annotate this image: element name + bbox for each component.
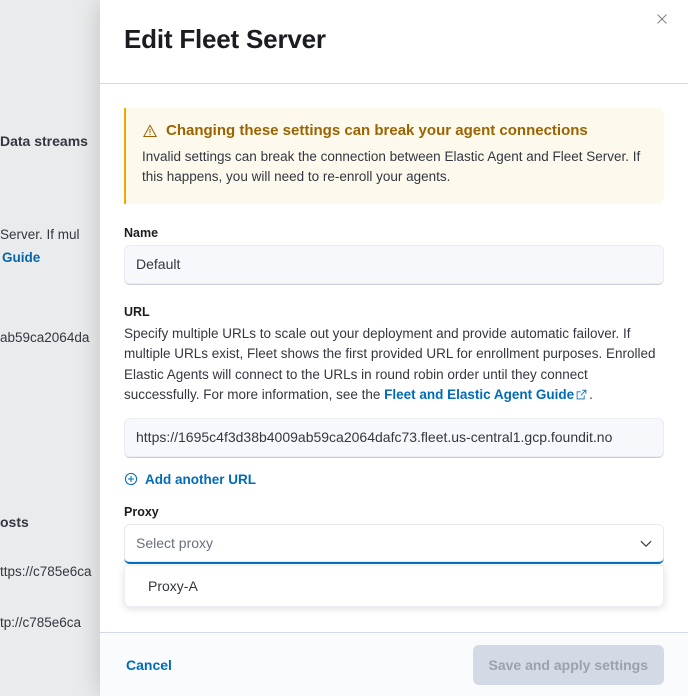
url-form-row bbox=[124, 305, 664, 458]
proxy-option-proxy-a[interactable]: Proxy-A bbox=[148, 577, 198, 594]
cancel-button[interactable]: Cancel bbox=[124, 651, 174, 679]
proxy-label: Proxy bbox=[124, 504, 159, 519]
close-icon[interactable] bbox=[649, 9, 675, 35]
background-hosts-label: osts bbox=[0, 514, 29, 530]
url-help-part-1: Specify multiple URLs to scale out your deployment and provide automatic failover. If multiple URLs exist, Fleet shows the first provided URL for enrollment purposes. Enrolled Elastic Agents will connect to the URLs in round robin order until they connect successfully. For more information, see the bbox=[124, 325, 656, 403]
fleet-and-elastic-agent-guide-link[interactable]: Fleet and Elastic Agent Guide bbox=[384, 387, 575, 403]
url-label: URL bbox=[124, 304, 150, 319]
warning-callout-title-text: Changing these settings can break your agent connections bbox=[166, 122, 588, 139]
page-title: Edit Fleet Server bbox=[124, 24, 326, 54]
background-paragraph-fragment: Server. If mul bbox=[0, 227, 80, 242]
warning-icon bbox=[142, 123, 158, 139]
background-guide-link[interactable]: Guide bbox=[2, 250, 41, 265]
warning-callout-text: Invalid settings can break the connection between Elastic Agent and Fleet Server. If this happens, you will need to re-enroll your agents. bbox=[142, 149, 641, 185]
flyout-header bbox=[100, 0, 688, 84]
proxy-form-row bbox=[124, 504, 664, 594]
add-another-url-button[interactable] bbox=[124, 472, 256, 487]
name-label: Name bbox=[124, 225, 159, 240]
proxy-placeholder: Select proxy bbox=[136, 534, 214, 551]
chevron-down-icon[interactable] bbox=[638, 535, 654, 551]
save-and-apply-settings-button[interactable]: Save and apply settings bbox=[473, 645, 665, 685]
proxy-combobox-wrapper bbox=[124, 524, 664, 594]
url-input[interactable] bbox=[124, 418, 664, 458]
name-form-row bbox=[124, 226, 664, 285]
background-fingerprint-fragment: ab59ca2064da bbox=[0, 330, 90, 345]
proxy-select[interactable] bbox=[124, 524, 664, 564]
warning-callout bbox=[124, 108, 664, 204]
background-host-fragment-2: tp://c785e6ca bbox=[0, 615, 82, 630]
url-help-text bbox=[124, 324, 664, 406]
background-data-streams-label: Data streams bbox=[0, 133, 88, 149]
warning-callout-title bbox=[142, 122, 648, 139]
flyout-body bbox=[100, 84, 688, 632]
proxy-options-list bbox=[124, 565, 664, 607]
background-host-fragment-1: ttps://c785e6ca bbox=[0, 564, 92, 579]
close-icon-glyph bbox=[655, 12, 669, 26]
edit-fleet-server-flyout bbox=[100, 0, 688, 696]
external-link-icon bbox=[576, 386, 587, 397]
url-help-part-2: . bbox=[589, 387, 593, 403]
flyout-footer bbox=[100, 632, 688, 696]
add-another-url-label: Add another URL bbox=[145, 471, 256, 487]
name-input[interactable] bbox=[124, 245, 664, 285]
plus-in-circle-icon bbox=[124, 472, 138, 486]
